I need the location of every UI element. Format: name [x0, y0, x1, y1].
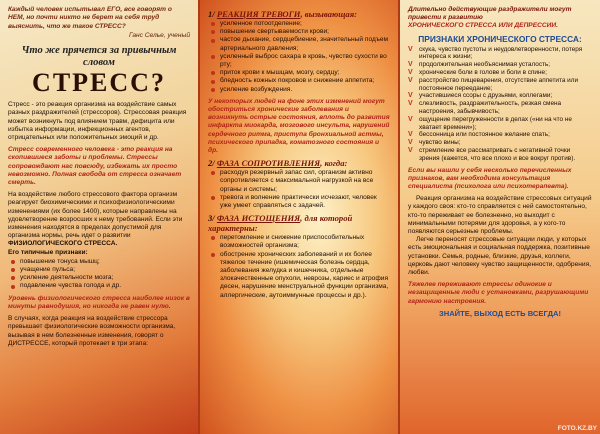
- list-item: усиление деятельности мозга;: [8, 274, 190, 282]
- check-icon: V: [408, 76, 413, 84]
- lonely-people-note: Тяжелее переживают стрессы одинокие и незащищенные люди с установками, разрушающими гармонию настроения.: [408, 281, 589, 305]
- list-item: приток крови к мышцам, мозгу, сердцу;: [208, 69, 390, 77]
- bullet-icon: [211, 253, 215, 257]
- list-item: V расстройство пищеварения, отсутствие аппетита или постоянное переедание;: [408, 76, 579, 92]
- chronic-intro: Длительно действующие раздражители могут привести к развитию: [408, 6, 572, 22]
- list-item: перетомление и снижение приспособительных возможностей организма;: [208, 234, 390, 250]
- bullet-icon: [11, 276, 15, 280]
- stage-3-list: [208, 234, 390, 300]
- list-item: усиленное потоотделение;: [208, 20, 390, 28]
- stage-3-heading: 3/ ФАЗА ИСТОЩЕНИЯ, для которой характерны:: [208, 213, 353, 234]
- stage-1-list: [208, 20, 390, 94]
- stage-2-list: [208, 169, 390, 210]
- list-item: частое дыхание, сердцебиение, значительный подъем артериального давления;: [208, 36, 390, 52]
- modern-stress-paragraph: Стресс современного человека - это реакция на скопившиеся заботы и проблемы. Стрессы сопровождают нас повсюду, избежать их просто невозможно. Полная свобода от стресса означает смерть.: [8, 146, 182, 187]
- check-icon: V: [408, 131, 413, 139]
- chronic-signs-title: ПРИЗНАКИ ХРОНИЧЕСКОГО СТРЕССА:: [418, 33, 582, 44]
- watermark: FOTO.KZ.BY: [557, 425, 597, 432]
- bullet-icon: [211, 196, 215, 200]
- panel-what-is-stress: [0, 0, 198, 434]
- stress-level-note: Уровень физиологического стресса наиболее низок в минуты равнодушия, но никогда не равен нулю.: [8, 294, 190, 310]
- final-slogan: ЗНАЙТЕ, ВЫХОД ЕСТЬ ВСЕГДА!: [438, 308, 562, 318]
- list-item: V чувство вины;: [408, 139, 461, 147]
- list-item: V ощущение перегруженности в делах («ни на что не хватает времени»);: [408, 115, 572, 131]
- check-icon: V: [408, 61, 413, 69]
- signs-title: Его типичные признаки:: [8, 248, 88, 256]
- panel-chronic-stress: [400, 0, 600, 434]
- intro-quote: Каждый человек испытывал ЕГО, все говорят о НЕМ, но почти никто не берет на себя труд выяснить, что же такое СТРЕСС?: [8, 6, 172, 30]
- stress-word: СТРЕСС?: [32, 68, 166, 98]
- list-item: V хронические боли в голове и боли в спине;: [408, 69, 547, 76]
- bullet-icon: [211, 55, 215, 59]
- bullet-icon: [211, 236, 215, 240]
- check-icon: V: [408, 139, 413, 147]
- list-item: усиление возбуждения.: [208, 86, 390, 94]
- list-item: V участившиеся ссоры с друзьями, коллегами;: [408, 92, 553, 100]
- bullet-icon: [11, 268, 15, 272]
- bullet-icon: [211, 80, 215, 84]
- list-item: тревога и волнение практически исчезают, человек уже умеет справляться с задачей.: [208, 194, 390, 210]
- physiological-stress-term: ФИЗИОЛОГИЧЕСКОГО СТРЕССА.: [8, 240, 118, 248]
- list-item: V слезливость, раздражительность, резкая смена настроения, забывчивость;: [408, 100, 562, 115]
- stage-1-heading: 1/ РЕАКЦИЯ ТРЕВОГИ, вызывающая:: [208, 9, 357, 19]
- quote-author: Ганс Селье, ученый: [128, 32, 190, 40]
- stage-2-heading: 2/ ФАЗА СОПРОТИВЛЕНИЯ, когда:: [208, 158, 348, 169]
- list-item: повышение тонуса мышц;: [8, 258, 190, 266]
- list-item: V продолжительная необъяснимая усталость;: [408, 61, 551, 69]
- list-item: расходуя резервный запас сил, организм активно сопротивляется с максимальной нагрузкой на все органы и системы;: [208, 169, 390, 194]
- bullet-icon: [211, 171, 215, 175]
- list-item: V стремление все рассматривать с негативной точки зрения (кажется, что все плохо и все вокруг против).: [408, 146, 576, 162]
- specialist-note: Если вы нашли у себя несколько перечисленных признаков, вам необходима консультация специалиста (психолога или психотерапевта).: [408, 166, 572, 190]
- list-item: усиленный выброс сахара в кровь, чувство сухости во рту;: [208, 53, 390, 69]
- check-icon: V: [408, 100, 413, 108]
- bullet-icon: [211, 88, 215, 92]
- chronic-signs-list: [408, 46, 592, 163]
- list-item: повышение свертываемости крови;: [208, 28, 390, 36]
- bullet-icon: [11, 285, 15, 289]
- check-icon: V: [408, 69, 413, 76]
- bullet-icon: [11, 260, 15, 264]
- physiological-text: На воздействие любого стрессового фактора организм реагирует биохимическими и психофизиологическими изменениями (их более 1400), которые направлены на удовлетворение возросших к нему требований. Если эти изменения находятся в пределах допустимой для организма нормы, речь идет о развитии: [8, 191, 183, 240]
- signs-list: [8, 258, 190, 291]
- chronic-intro-emphasis: ХРОНИЧЕСКОГО СТРЕССА ИЛИ ДЕПРЕССИИ.: [408, 22, 558, 30]
- bullet-icon: [211, 30, 215, 34]
- list-item: учащение пульса;: [8, 266, 190, 274]
- check-icon: V: [408, 45, 413, 53]
- check-icon: V: [408, 92, 413, 100]
- check-icon: V: [408, 115, 413, 123]
- bullet-icon: [211, 39, 215, 43]
- definition-paragraph: Стресс - это реакция организма на воздействие самых разных раздражителей (стрессоров). Стрессовая реакция может возникнуть под влиянием травм, дефицита или избытка информации, инфекционных агентов, отрицательных или положительных эмоций и др.: [8, 101, 187, 142]
- list-item: обострение хронических заболеваний и их более тяжелое течение (ишемическая болезнь сердца, заболевания желудка и кишечника, отдельные злокачественные опухоли, неврозы, кариес и атрофия десен, нарушение менструальной функции организма, аллергические, аутоиммунные процессы и др.).: [208, 251, 390, 300]
- support-paragraph: Легче переносят стрессовые ситуации люди, у которых есть эмоциональная и социальная поддержка, позитивные установки. Семья, родные, близкие, друзья, коллеги, церковь дают человеку чувство защищенности, одобрения, любви.: [408, 236, 591, 276]
- list-item: бледность кожных покровов и снижение аппетита;: [208, 77, 390, 85]
- list-item: подавление чувства голода и др.: [8, 282, 190, 290]
- bullet-icon: [211, 22, 215, 26]
- bullet-icon: [211, 71, 215, 75]
- physiological-paragraph: [8, 191, 190, 248]
- distress-paragraph: В случаях, когда реакция на воздействие стрессора превышает физиологические возможности организма, вызывая в нем болезненные изменения, говорят о ДИСТРЕССЕ, который протекает в три этапа:: [8, 315, 176, 347]
- stage-1-note: У некоторых людей на фоне этих изменений могут обостриться хронические заболевания и возникнуть острые состояния, вплоть до развития инфаркта миокарда, мозгового инсульта, нарушений сердечного ритма, приступа бронхиальной астмы, психического припадка, коматозного состояния и др.: [208, 97, 390, 155]
- reaction-paragraph: Реакция организма на воздействие стрессовых ситуаций у каждого своя: кто-то справляется с ней самостоятельно, кто-то переживает ее болезненно, но выходит с минимальными потерями для здоровья, а у кого-то появляются серьезные проблемы.: [408, 195, 592, 235]
- check-icon: V: [408, 146, 413, 154]
- list-item: V скука, чувство пустоты и неудовлетворенности, потеря интереса к жизни;: [408, 45, 583, 61]
- list-item: V бессонница или постоянное желание спать;: [408, 131, 550, 139]
- panel-distress-stages: [200, 0, 398, 434]
- headline: Что же прячется за привычным словом: [21, 45, 177, 69]
